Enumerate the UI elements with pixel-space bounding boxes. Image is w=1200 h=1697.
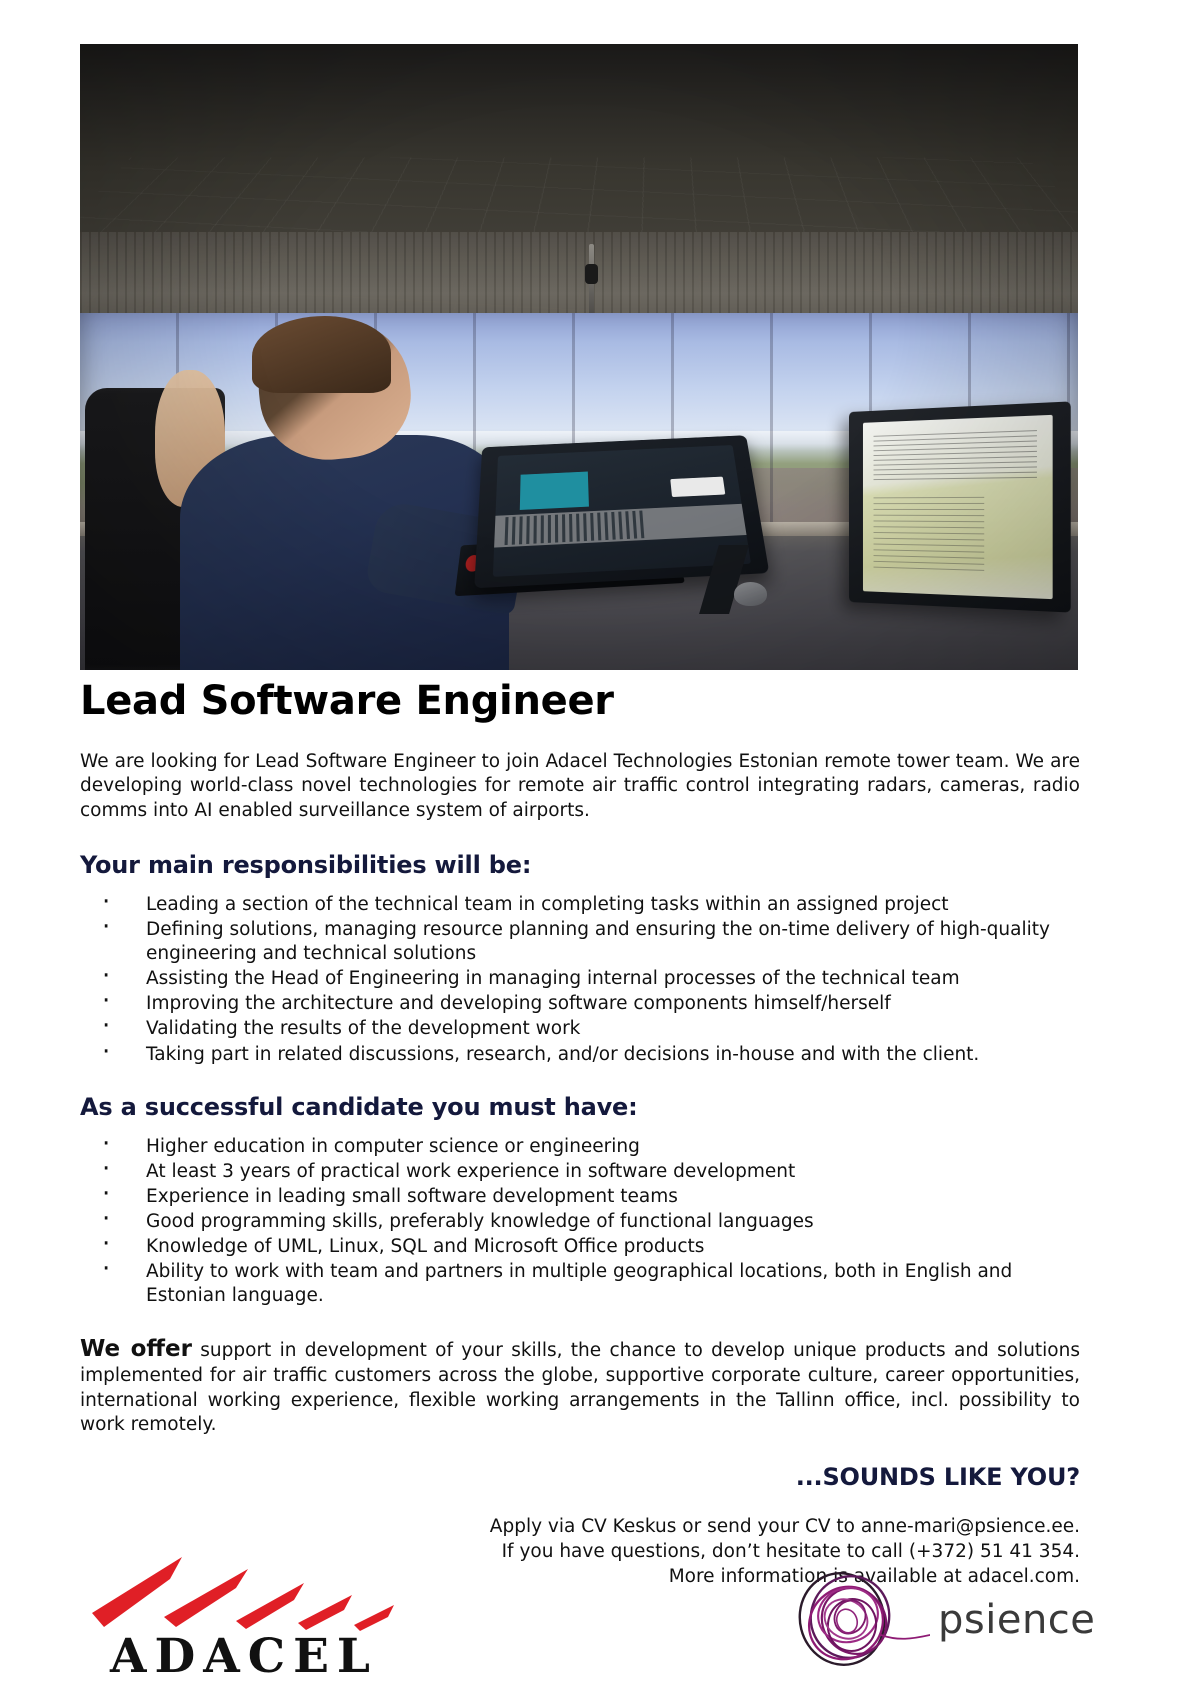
requirements-heading: As a successful candidate you must have: (80, 1092, 638, 1121)
list-item: · Validating the results of the development work (102, 1017, 1080, 1041)
list-item: · At least 3 years of practical work experience in software development (102, 1160, 1080, 1184)
contact-phone-line: If you have questions, don’t hesitate to call (+372) 51 41 354. (501, 1541, 1080, 1563)
contact-website-line: More information is available at adacel.com. (668, 1565, 1080, 1587)
flight-strip-rows (873, 430, 1036, 483)
page-title: Lead Software Engineer (80, 678, 614, 724)
posting-body (80, 680, 1080, 1589)
laptop-screen (863, 415, 1053, 600)
list-item: · Leading a section of the technical team in completing tasks within an assigned project (102, 893, 1080, 917)
psience-wordmark: psience (938, 1597, 1096, 1643)
list-item: · Ability to work with team and partners in multiple geographical locations, both in English and Estonian language. (102, 1260, 1080, 1308)
psience-logo (780, 1567, 1096, 1677)
laptop-display (848, 402, 1069, 613)
engineer-figure (180, 319, 509, 670)
tablet-screen (493, 445, 751, 577)
clock-readout (670, 476, 725, 497)
teal-panel (520, 471, 589, 509)
offer-lead: We offer (80, 1335, 192, 1362)
offer-body: support in development of your skills, the chance to develop unique products and solutions implemented for air traffic customers across the globe, supportive corporate culture, career opportunities, international working experience, flexible working arrangements in the Tallinn office, incl. possibility to work remotely. (80, 1339, 1080, 1436)
list-item: · Improving the architecture and developing software components himself/herself (102, 992, 1080, 1016)
list-item: · Experience in leading small software development teams (102, 1185, 1080, 1209)
hair (252, 316, 390, 393)
flight-strip-rows (873, 497, 984, 576)
tagline: ...SOUNDS LIKE YOU? (795, 1463, 1080, 1492)
offer-paragraph (80, 1334, 1080, 1438)
responsibilities-heading: Your main responsibilities will be: (80, 851, 532, 880)
adacel-wordmark: ADACEL (110, 1629, 378, 1684)
list-item: · Good programming skills, preferably knowledge of functional languages (102, 1210, 1080, 1234)
intro-paragraph: We are looking for Lead Software Engineer to join Adacel Technologies Estonian remote tower team. We are developing world-class novel technologies for remote air traffic control integrating radars, cameras, radio comms into AI enabled surveillance system of airports. (80, 751, 1080, 821)
footer-logos (0, 1545, 1200, 1697)
list-item: · Higher education in computer science or engineering (102, 1135, 1080, 1159)
responsibilities-list (80, 893, 1080, 1066)
computer-mouse-icon (734, 582, 767, 606)
requirements-list (80, 1135, 1080, 1308)
adacel-darts-icon (86, 1555, 416, 1639)
adacel-logo (86, 1555, 416, 1690)
list-item: · Taking part in related discussions, research, and/or decisions in-house and with the client. (102, 1043, 1080, 1067)
list-item: · Knowledge of UML, Linux, SQL and Microsoft Office products (102, 1235, 1080, 1259)
list-item: · Defining solutions, managing resource planning and ensuring the on-time delivery of high-quality engineering and technical solutions (102, 918, 1080, 966)
list-item: · Assisting the Head of Engineering in managing internal processes of the technical team (102, 967, 1080, 991)
contact-apply-line: Apply via CV Keskus or send your CV to anne-mari@psience.ee. (489, 1516, 1080, 1538)
hero-photo (80, 44, 1078, 670)
psience-scribble-ball-icon (780, 1567, 930, 1672)
control-room-scene (80, 44, 1078, 670)
